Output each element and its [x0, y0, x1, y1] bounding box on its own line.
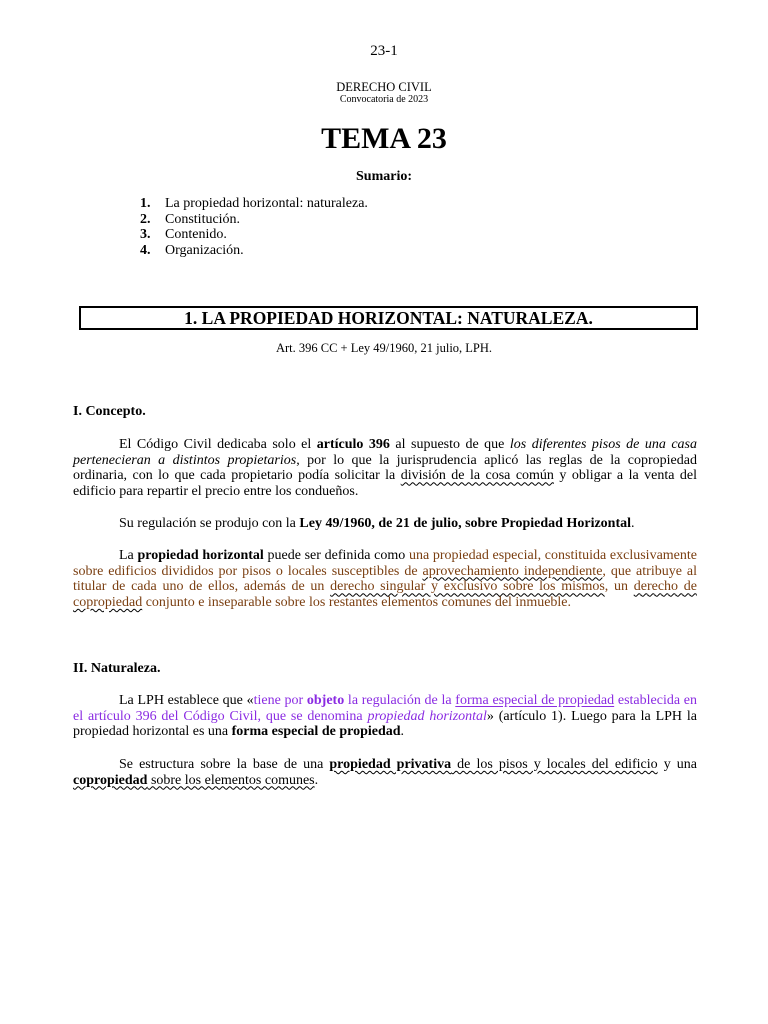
list-item-number: 3.: [140, 227, 151, 243]
quote-text: la regulación de la: [344, 693, 456, 708]
convocatoria-label: Convocatoria de 2023: [339, 94, 429, 105]
paragraph-naturaleza-1: [73, 693, 697, 740]
list-item: [140, 196, 540, 212]
bold-quote-text: objeto: [306, 693, 345, 708]
bold-underlined-text: copropiedad: [73, 772, 148, 788]
quote-text: tiene por: [253, 693, 307, 708]
bold-text: Ley 49/1960, de 21 de julio, sobre Propiedad Horizontal: [299, 516, 632, 531]
text-run: La: [119, 548, 138, 563]
underlined-text: de los pisos y locales del edificio: [451, 757, 658, 772]
text-run: » (artículo 1). Luego para la LPH la propiedad horizontal es una: [73, 708, 697, 740]
paragraph-concepto-1: [73, 437, 697, 500]
list-item: [140, 227, 540, 243]
document-header: [0, 80, 768, 105]
paragraph-concepto-2: [73, 516, 697, 532]
list-item-text: Organización.: [165, 242, 244, 258]
list-item-number: 1.: [140, 196, 151, 211]
subject-title: DERECHO CIVIL: [336, 80, 432, 94]
text-run: .: [631, 516, 635, 531]
underlined-definition-text: aprovechamiento independiente: [422, 563, 603, 579]
underlined-definition-text: derecho de copropiedad: [73, 579, 697, 611]
paragraph-naturaleza-2: [73, 757, 697, 788]
bold-text: artículo 396: [316, 437, 390, 452]
text-run: puede ser definida como: [263, 548, 409, 563]
section-heading-concepto: I. Concepto.: [73, 404, 146, 419]
list-item: [140, 243, 540, 259]
text-run: Su regulación se produjo con la: [119, 516, 300, 531]
page-number: 23-1: [370, 43, 398, 59]
legal-reference: Art. 396 CC + Ley 49/1960, 21 julio, LPH.: [275, 341, 493, 355]
italic-text: los diferentes pisos de una casa pertenecieran a distintos propietarios: [73, 437, 698, 468]
section-title-box: 1. LA PROPIEDAD HORIZONTAL: NATURALEZA.: [79, 306, 698, 330]
list-item: [140, 212, 540, 228]
bold-text: propiedad horizontal: [137, 548, 264, 563]
text-run: .: [400, 724, 405, 740]
underlined-text: sobre los elementos comunes: [147, 772, 315, 788]
text-run: La LPH establece que «: [119, 693, 254, 708]
list-item-number: 4.: [140, 242, 151, 258]
list-item-number: 2.: [140, 211, 151, 227]
text-run: al supuesto de que: [389, 437, 510, 452]
summary-label: Sumario:: [356, 169, 412, 184]
underlined-definition-text: derecho singular y exclusivo sobre los mismos: [330, 579, 605, 595]
paragraph-concepto-3: [73, 548, 697, 611]
definition-text: una propiedad especial, constituida exclusivamente sobre edificios divididos por pisos o locales susceptibles de: [73, 548, 697, 579]
underlined-text: división de la cosa común: [400, 468, 554, 484]
list-item-text: La propiedad horizontal: naturaleza.: [165, 196, 368, 211]
summary-list: [140, 196, 540, 258]
list-item-text: Constitución.: [165, 211, 241, 227]
bold-underlined-text: propiedad privativa: [329, 757, 452, 772]
list-item-text: Contenido.: [165, 227, 227, 243]
bold-text: forma especial de propiedad: [231, 724, 401, 740]
text-run: Se estructura sobre la base de una: [119, 757, 330, 772]
definition-text: conjunto e inseparable sobre los restantes elementos comunes del inmueble.: [142, 595, 572, 611]
text-run: , por lo que la jurisprudencia aplicó las reglas de la copropiedad ordinaria, con lo que cada propietario podía solicitar la: [73, 452, 697, 484]
underlined-quote-text: forma especial de propiedad: [455, 693, 615, 708]
section-heading-naturaleza: II. Naturaleza.: [73, 661, 161, 676]
definition-text: , que atribuye al titular de cada uno de ellos, además de un: [73, 563, 697, 595]
text-run: y una: [657, 757, 697, 772]
text-run: .: [314, 772, 319, 788]
definition-text: , un: [604, 579, 634, 595]
text-run: y obligar a la venta del edificio para repartir el precio entre los condueños.: [73, 468, 698, 500]
italic-quote-text: propiedad horizontal: [367, 708, 487, 724]
quote-text: establecida en el artículo 396 del Código Civil, que se denomina: [73, 693, 697, 724]
text-run: El Código Civil dedicaba solo el: [119, 437, 317, 452]
page-title: TEMA 23: [321, 122, 447, 155]
